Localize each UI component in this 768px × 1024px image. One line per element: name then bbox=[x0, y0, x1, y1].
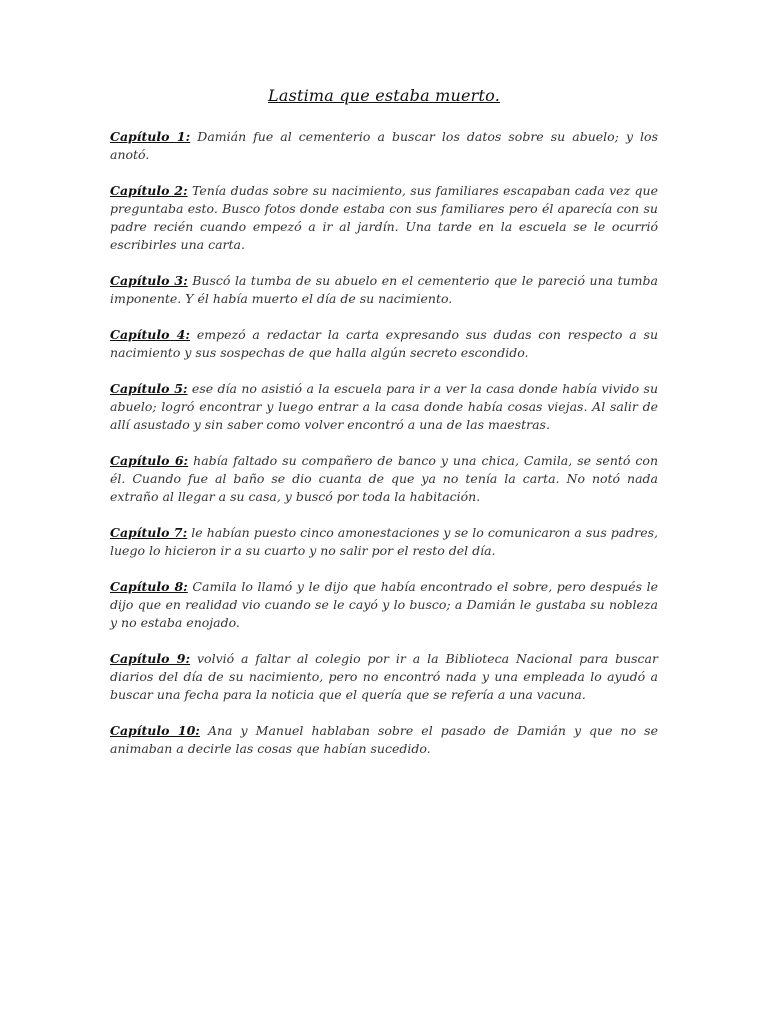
chapter-7 bbox=[110, 524, 658, 560]
chapter-10 bbox=[110, 722, 658, 758]
chapter-label: Capítulo 7: bbox=[110, 525, 188, 540]
chapter-8 bbox=[110, 578, 658, 632]
chapter-1 bbox=[110, 128, 658, 164]
document-title: Lastima que estaba muerto. bbox=[268, 86, 500, 105]
chapter-text: Tenía dudas sobre su nacimiento, sus familiares escapaban cada vez que preguntaba esto. Busco fotos donde estaba con sus familiares pero él aparecía con su padre recién cuando empezó a ir al jardín. Una tarde en la escuela se le ocurrió escribirles una carta. bbox=[110, 183, 658, 252]
chapter-label: Capítulo 3: bbox=[110, 273, 188, 288]
chapter-label: Capítulo 2: bbox=[110, 183, 188, 198]
chapter-label: Capítulo 9: bbox=[110, 651, 191, 666]
chapter-label: Capítulo 4: bbox=[110, 327, 190, 342]
chapter-text: le habían puesto cinco amonestaciones y se lo comunicaron a sus padres, luego lo hicieron ir a su cuarto y no salir por el resto del día. bbox=[110, 525, 658, 558]
chapter-text: Damián fue al cementerio a buscar los datos sobre su abuelo; y los anotó. bbox=[110, 129, 658, 162]
chapter-text: había faltado su compañero de banco y una chica, Camila, se sentó con él. Cuando fue al baño se dio cuanta de que ya no tenía la carta. No notó nada extraño al llegar a su casa, y buscó por toda la habitación. bbox=[110, 453, 658, 504]
chapter-text: Buscó la tumba de su abuelo en el cementerio que le pareció una tumba imponente. Y él había muerto el día de su nacimiento. bbox=[110, 273, 658, 306]
chapter-label: Capítulo 8: bbox=[110, 579, 188, 594]
chapter-3 bbox=[110, 272, 658, 308]
chapter-label: Capítulo 10: bbox=[110, 723, 200, 738]
chapter-label: Capítulo 5: bbox=[110, 381, 188, 396]
chapter-9 bbox=[110, 650, 658, 704]
chapter-5 bbox=[110, 380, 658, 434]
chapter-text: volvió a faltar al colegio por ir a la Biblioteca Nacional para buscar diarios del día de su nacimiento, pero no encontró nada y una empleada lo ayudó a buscar una fecha para la noticia que el quería que se refería a una vacuna. bbox=[110, 651, 658, 702]
chapter-text: Ana y Manuel hablaban sobre el pasado de Damián y que no se animaban a decirle las cosas que habían sucedido. bbox=[110, 723, 658, 756]
chapter-label: Capítulo 1: bbox=[110, 129, 191, 144]
chapter-text: ese día no asistió a la escuela para ir a ver la casa donde había vivido su abuelo; logró encontrar y luego entrar a la casa donde había cosas viejas. Al salir de allí asustado y sin saber como volver encontró a una de las maestras. bbox=[110, 381, 658, 432]
chapter-6 bbox=[110, 452, 658, 506]
chapter-4 bbox=[110, 326, 658, 362]
chapter-list bbox=[110, 128, 658, 776]
chapter-label: Capítulo 6: bbox=[110, 453, 189, 468]
chapter-text: empezó a redactar la carta expresando sus dudas con respecto a su nacimiento y sus sospechas de que halla algún secreto escondido. bbox=[110, 327, 658, 360]
chapter-2 bbox=[110, 182, 658, 254]
chapter-text: Camila lo llamó y le dijo que había encontrado el sobre, pero después le dijo que en realidad vio cuando se le cayó y lo busco; a Damián le gustaba su nobleza y no estaba enojado. bbox=[110, 579, 658, 630]
